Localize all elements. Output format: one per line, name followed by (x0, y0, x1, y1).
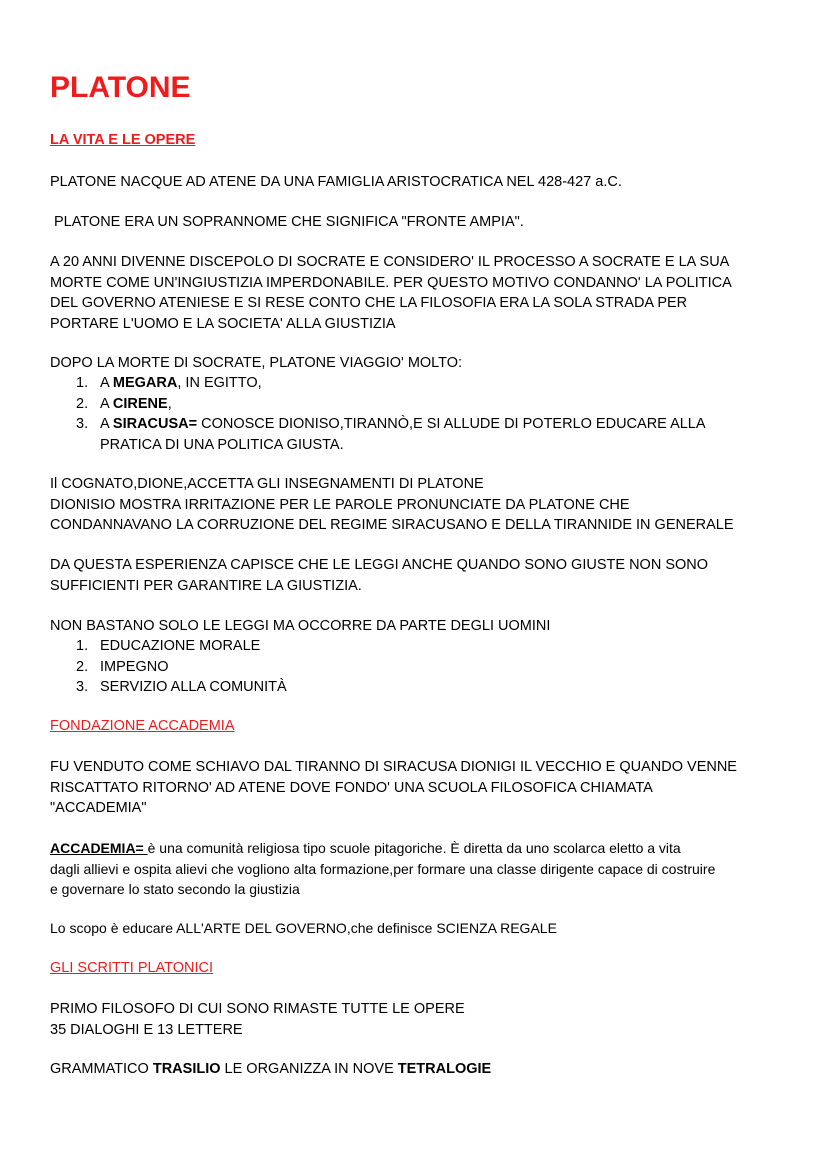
text-line: DIONISIO MOSTRA IRRITAZIONE PER LE PAROLE PRONUNCIATE DA PLATONE CHE (50, 496, 630, 513)
list-text: A (100, 395, 113, 412)
list-text: EDUCAZIONE MORALE (100, 638, 261, 654)
paragraph-works (50, 999, 790, 1040)
text-line: Lo scopo è educare ALL'ARTE DEL GOVERNO,che definisce SCIENZA REGALE (50, 920, 557, 936)
text-line: 35 DIALOGHI E 13 LETTERE (50, 1021, 243, 1038)
text-line: NON BASTANO SOLO LE LEGGI MA OCCORRE DA PARTE DEGLI UOMINI (50, 618, 551, 634)
text-line: DA QUESTA ESPERIENZA CAPISCE CHE LE LEGGI ANCHE QUANDO SONO GIUSTE NON SONO (50, 557, 709, 573)
paragraph-laws (50, 555, 790, 596)
list-text: , IN EGITTO, (177, 375, 262, 391)
list-number: 2. (76, 395, 89, 412)
text-line: SUFFICIENTI PER GARANTIRE LA GIUSTIZIA. (50, 577, 362, 594)
list-text: , (167, 395, 172, 412)
paragraph-needs-intro (50, 616, 790, 637)
paragraph-dione (50, 474, 790, 536)
list-bold: SIRACUSA= (112, 416, 198, 432)
paragraph-tetralogies (50, 1059, 790, 1080)
list-number: 2. (76, 658, 89, 675)
list-number: 3. (76, 679, 89, 695)
text-line: e governare lo stato secondo la giustizia (50, 881, 300, 897)
list-bold: CIRENE (112, 395, 168, 412)
text-bold: TETRALOGIE (397, 1061, 492, 1077)
text-line: FU VENDUTO COME SCHIAVO DAL TIRANNO DI SIRACUSA DIONIGI IL VECCHIO E QUANDO VENNE (50, 759, 737, 775)
text-line: PRIMO FILOSOFO DI CUI SONO RIMASTE TUTTE LE OPERE (50, 1001, 465, 1017)
list-bold: MEGARA (112, 375, 178, 391)
needs-list (50, 636, 790, 698)
paragraph-scope (50, 918, 790, 939)
list-item (50, 657, 790, 678)
text-segment: è una comunità religiosa tipo scuole pitagoriche. È diretta da uno scolarca eletto a vita (147, 840, 681, 856)
text-line: DEL GOVERNO ATENIESE E SI RESE CONTO CHE LA FILOSOFIA ERA LA SOLA STRADA PER (50, 295, 688, 311)
text-bold: TRASILIO (152, 1061, 221, 1077)
text-line: A 20 ANNI DIVENNE DISCEPOLO DI SOCRATE E CONSIDERO' IL PROCESSO A SOCRATE E LA SUA (50, 254, 730, 270)
list-item (50, 636, 790, 657)
text-segment: GRAMMATICO (50, 1061, 153, 1077)
definition-term: ACCADEMIA= (50, 840, 148, 856)
text-segment: LE ORGANIZZA IN NOVE (220, 1061, 398, 1077)
text-line: PORTARE L'UOMO E LA SOCIETA' ALLA GIUSTIZIA (50, 315, 396, 332)
text-line: "ACCADEMIA" (50, 800, 147, 816)
list-text: IMPEGNO (100, 658, 169, 675)
list-text: SERVIZIO ALLA COMUNITÀ (100, 679, 287, 695)
text-line: PLATONE ERA UN SOPRANNOME CHE SIGNIFICA "FRONTE AMPIA". (54, 214, 524, 230)
text-line: PLATONE NACQUE AD ATENE DA UNA FAMIGLIA ARISTOCRATICA NEL 428-427 a.C. (50, 174, 622, 190)
list-number: 3. (76, 416, 89, 432)
paragraph-birth (50, 172, 790, 193)
text-line: Il COGNATO,DIONE,ACCETTA GLI INSEGNAMENTI DI PLATONE (50, 476, 484, 492)
list-number: 1. (76, 638, 89, 654)
list-text: PRATICA DI UNA POLITICA GIUSTA. (100, 436, 344, 453)
list-item (50, 394, 790, 415)
paragraph-nickname (54, 212, 794, 233)
list-number: 1. (76, 375, 89, 391)
list-text: A (100, 416, 113, 432)
paragraph-socrates (50, 252, 790, 334)
paragraph-accademia-definition (50, 838, 790, 900)
heading-fondazione-accademia: FONDAZIONE ACCADEMIA (50, 718, 235, 734)
heading-vita-opere: LA VITA E LE OPERE (50, 132, 196, 148)
list-text: CONOSCE DIONISO,TIRANNÒ,E SI ALLUDE DI POTERLO EDUCARE ALLA (197, 416, 706, 432)
list-item (50, 677, 790, 698)
paragraph-travels-intro (50, 353, 790, 374)
text-line: MORTE COME UN'INGIUSTIZIA IMPERDONABILE. PER QUESTO MOTIVO CONDANNO' LA POLITICA (50, 274, 732, 291)
text-line: RISCATTATO RITORNO' AD ATENE DOVE FONDO' UNA SCUOLA FILOSOFICA CHIAMATA (50, 779, 653, 796)
list-text: A (100, 375, 113, 391)
travels-list (50, 373, 790, 455)
page-title: PLATONE (50, 71, 191, 104)
text-line: CONDANNAVANO LA CORRUZIONE DEL REGIME SIRACUSANO E DELLA TIRANNIDE IN GENERALE (50, 517, 734, 533)
text-line: DOPO LA MORTE DI SOCRATE, PLATONE VIAGGIO' MOLTO: (50, 355, 463, 371)
list-item (50, 414, 790, 455)
heading-scritti-platonici: GLI SCRITTI PLATONICI (50, 960, 214, 976)
list-item (50, 373, 790, 394)
text-line: dagli allievi e ospita alievi che vogliono alta formazione,per formare una classe dirigente capace di costruire (50, 860, 716, 877)
paragraph-slave (50, 757, 790, 819)
